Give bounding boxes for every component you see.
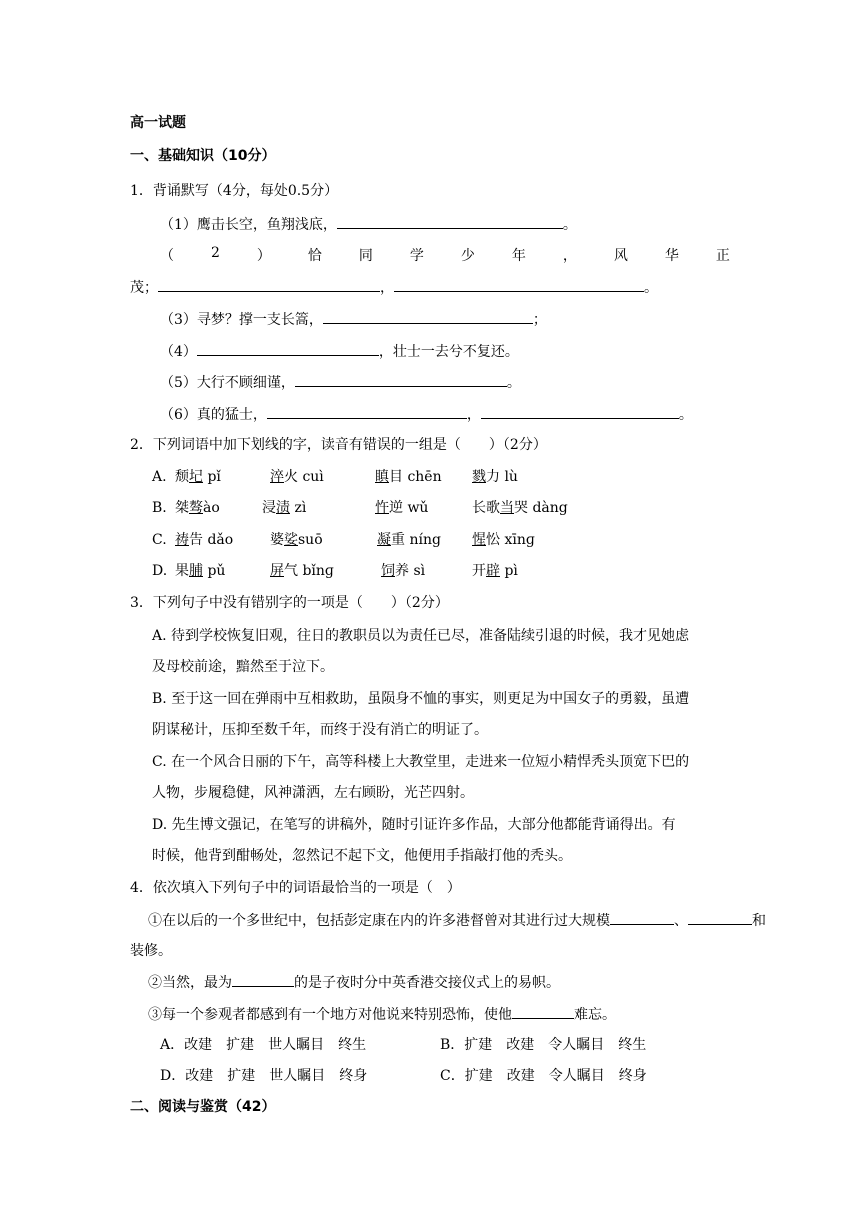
q4-option-d: C．扩建 改建 令人瞩目 终身 — [440, 1068, 647, 1084]
q4-s1-text: ①在以后的一个多世纪中，包括彭定康在内的许多港督曾对其进行过大规模 — [148, 913, 610, 929]
answer-blank — [512, 1004, 574, 1019]
q4-sentence-1 — [148, 910, 766, 931]
answer-blank — [323, 309, 533, 324]
q4-option-c: D．改建 扩建 世人瞩目 终身 — [160, 1068, 368, 1084]
q3-option-b-cont: 阴谋秘计，压抑至数千年，而终于没有消亡的明证了。 — [152, 722, 488, 738]
word-text: 目 chēn — [389, 469, 442, 485]
q2-word — [381, 561, 425, 581]
q3-option-d: D. 先生博文强记，在笔写的讲稿外，随时引证许多作品，大部分他都能背诵得出。有 — [152, 817, 676, 833]
q1-item-4-text: ，壮士一去兮不复还。 — [378, 344, 519, 360]
q2-word — [152, 498, 167, 518]
q3-option-a-cont: 及母校前途，黯然至于泣下。 — [152, 659, 334, 675]
underlined-char: 惺 — [472, 532, 486, 548]
punct: ； — [532, 312, 547, 328]
underlined-char: 渍 — [276, 500, 290, 516]
q1-item-4-label: （4） — [160, 344, 197, 360]
word-text: D. — [152, 563, 168, 579]
spread-char: 年 — [511, 248, 526, 264]
answer-blank — [295, 372, 507, 387]
q1-item-6 — [160, 404, 693, 425]
q1-item-1-text: （1）鹰击长空，鱼翔浅底， — [160, 217, 337, 233]
word-text: 重 níng — [391, 532, 441, 548]
word-text: 果 — [175, 563, 189, 579]
underlined-char: 当 — [500, 500, 514, 516]
word-text: pì — [500, 563, 518, 579]
word-text: 逆 wǔ — [389, 500, 429, 516]
spread-char: 正 — [715, 248, 730, 264]
q4-option-b: B．扩建 改建 令人瞩目 终生 — [440, 1037, 647, 1053]
q2-word — [472, 467, 518, 487]
underlined-char: 骜 — [189, 500, 203, 516]
q3-stem: 3．下列句子中没有错别字的一项是（ ）（2分） — [130, 595, 449, 611]
punct: 。 — [644, 280, 658, 296]
doc-title: 高一试题 — [130, 115, 186, 131]
word-text: 气 bǐnɡ — [284, 563, 334, 579]
q4-sentence-2 — [148, 972, 560, 993]
q4-sentence-1-cont: 装修。 — [130, 943, 172, 959]
q1-item-3-text: （3）寻梦？撑一支长篙， — [160, 312, 323, 328]
q4-stem: 4．依次填入下列句子中的词语最恰当的一项是（ ） — [130, 880, 461, 896]
q1-item-5-text: （5）大行不顾细谨， — [160, 375, 295, 391]
word-text: 开 — [472, 563, 486, 579]
word-text: pǐ — [203, 469, 221, 485]
spread-char: 同 — [358, 248, 373, 264]
q1-item-3 — [160, 309, 547, 330]
word-text: 婆 — [270, 532, 284, 548]
word-text: zì — [290, 500, 307, 516]
q3-option-d-cont: 时候，他背到酣畅处，忽然记不起下文，他便用手指敲打他的秃头。 — [152, 848, 572, 864]
q2-word — [175, 561, 225, 581]
word-text: 桀 — [175, 500, 189, 516]
answer-blank — [232, 972, 294, 987]
q2-word — [262, 498, 306, 518]
q3-option-c: C. 在一个风合日丽的下午，高等科楼上大教堂里，走进来一位短小精悍秃头顶宽下巴的 — [152, 754, 690, 770]
word-text: 力 lù — [486, 469, 518, 485]
q3-option-a: A. 待到学校恢复旧观，往日的教职员以为责任已尽，准备陆续引退的时候，我才见她虑 — [152, 628, 690, 644]
spread-char: （ — [160, 248, 174, 264]
answer-blank — [610, 910, 674, 925]
q2-word — [175, 498, 220, 518]
q3-option-c-cont: 人物，步履稳健，风神潇洒，左右顾盼，光芒四射。 — [152, 785, 474, 801]
q2-stem: 2．下列词语中加下划线的字，读音有错误的一组是（ ）（2分） — [130, 437, 547, 453]
q1-item-2-cont — [130, 277, 658, 298]
q4-s2-text: ②当然，最为 — [148, 975, 232, 991]
q2-word — [152, 561, 167, 581]
spread-char: 华 — [664, 248, 679, 264]
word-text: 忪 xīnɡ — [486, 532, 535, 548]
underlined-char: 戮 — [472, 469, 486, 485]
word-text: 养 sì — [395, 563, 426, 579]
underlined-char: 瞋 — [375, 469, 389, 485]
q4-s3-text: ③每一个参观者都感到有一个地方对他说来特别恐怖，使他 — [148, 1007, 512, 1023]
spread-char: 学 — [409, 248, 424, 264]
q1-item-5 — [160, 372, 521, 393]
q2-word — [270, 561, 334, 581]
q1-item-6-text: （6）真的猛士， — [160, 407, 267, 423]
q4-sentence-3 — [148, 1004, 616, 1025]
q2-word — [175, 467, 221, 487]
answer-blank — [481, 404, 679, 419]
section-2-heading: 二、阅读与鉴赏（42） — [130, 1099, 276, 1115]
section-1-heading: 一、基础知识（10分） — [130, 148, 276, 164]
word-text: 火 cuì — [284, 469, 324, 485]
underlined-char: 圮 — [189, 469, 203, 485]
q2-word — [152, 530, 167, 550]
q1-stem: 1．背诵默写（4分，每处0.5分） — [130, 183, 339, 199]
punct: 。 — [678, 407, 693, 423]
word-text: suō — [298, 532, 323, 548]
q1-item-2-spread — [160, 245, 730, 265]
punct: ， — [466, 407, 481, 423]
underlined-char: 凝 — [377, 532, 391, 548]
q2-word — [375, 498, 428, 518]
word-text: C. — [152, 532, 167, 548]
punct: 、 — [674, 913, 688, 929]
answer-blank — [267, 404, 467, 419]
q2-word — [472, 498, 568, 518]
word-text: 哭 dàng — [514, 500, 568, 516]
q4-s3-text-end: 难忘。 — [574, 1007, 616, 1023]
answer-blank — [688, 910, 752, 925]
q1-item-2-label: 茂； — [130, 280, 158, 296]
q4-option-a: A．改建 扩建 世人瞩目 终生 — [160, 1037, 367, 1053]
word-text: pǔ — [203, 563, 226, 579]
answer-blank — [394, 277, 644, 292]
word-text: 颓 — [175, 469, 189, 485]
q1-item-2-chars — [160, 245, 730, 265]
answer-blank — [337, 214, 563, 229]
underlined-char: 屏 — [270, 563, 284, 579]
word-text: 浸 — [262, 500, 276, 516]
q2-word — [375, 467, 442, 487]
word-text: B. — [152, 500, 167, 516]
spread-char: ， — [562, 248, 577, 264]
punct: 。 — [562, 217, 577, 233]
q2-word — [152, 467, 167, 487]
q1-item-4 — [160, 341, 519, 362]
underlined-char: 饲 — [381, 563, 395, 579]
spread-char: 2 — [211, 245, 220, 261]
underlined-char: 娑 — [284, 532, 298, 548]
punct: 。 — [506, 375, 521, 391]
q4-s2-text-end: 的是子夜时分中英香港交接仪式上的易帜。 — [294, 975, 560, 991]
spread-char: 风 — [613, 248, 628, 264]
q2-word — [175, 530, 233, 550]
word-text: ào — [203, 500, 220, 516]
q3-option-b: B. 至于这一回在弹雨中互相救助，虽陨身不恤的事实，则更足为中国女子的勇毅，虽遭 — [152, 691, 690, 707]
q1-item-1 — [160, 214, 577, 235]
q2-word — [472, 561, 518, 581]
spread-char: 恰 — [307, 248, 322, 264]
spread-char: ） — [256, 248, 271, 264]
underlined-char: 忤 — [375, 500, 389, 516]
word-text: 告 dǎo — [189, 532, 234, 548]
underlined-char: 脯 — [189, 563, 203, 579]
answer-blank — [158, 277, 380, 292]
punct: ， — [380, 280, 394, 296]
answer-blank — [197, 341, 379, 356]
spread-char: 少 — [460, 248, 475, 264]
q2-word — [270, 530, 323, 550]
underlined-char: 祷 — [175, 532, 189, 548]
q2-word — [377, 530, 441, 550]
q2-word — [472, 530, 535, 550]
word-text: A. — [152, 469, 167, 485]
underlined-char: 辟 — [486, 563, 500, 579]
word-text: 长歌 — [472, 500, 500, 516]
underlined-char: 淬 — [270, 469, 284, 485]
q2-word — [270, 467, 324, 487]
q4-s1-and: 和 — [752, 913, 766, 929]
